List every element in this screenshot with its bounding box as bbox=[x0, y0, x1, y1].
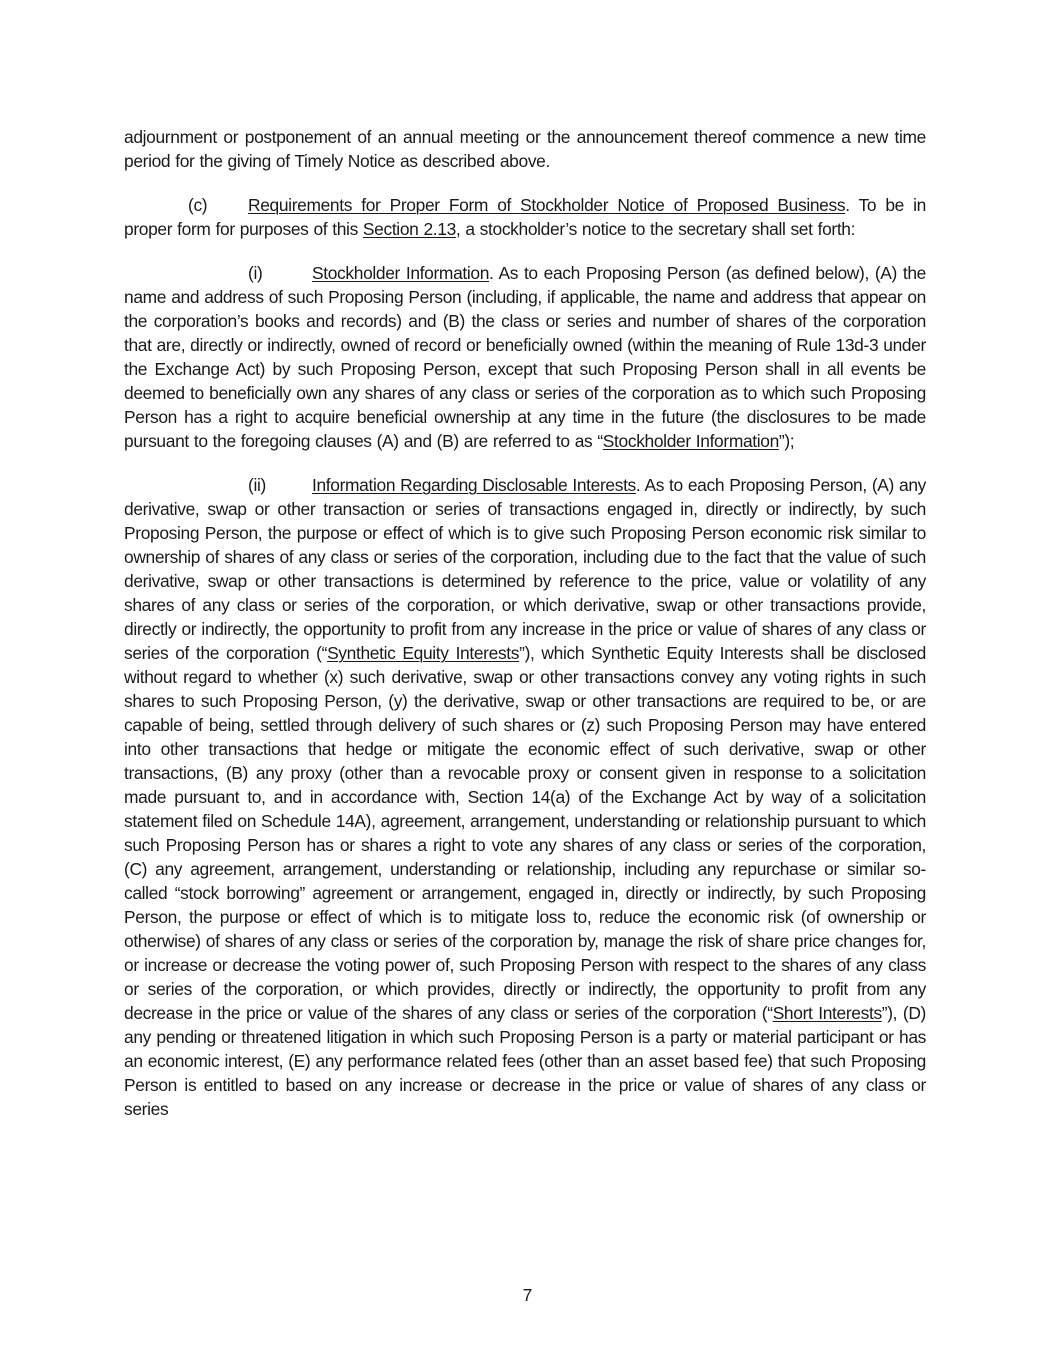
paragraph-c-heading: Requirements for Proper Form of Stockholder Notice of Proposed Business bbox=[248, 195, 846, 215]
defined-term-stockholder-information: Stockholder Information bbox=[602, 431, 779, 451]
paragraph-i bbox=[124, 261, 926, 453]
paragraph-ii-heading: Information Regarding Disclosable Interests bbox=[312, 475, 636, 495]
paragraph-c-text: . To be in proper form for purposes of this bbox=[124, 195, 926, 239]
paragraph-c-label: (c) bbox=[188, 195, 208, 215]
defined-term-short-interests: Short Interests bbox=[772, 1003, 882, 1023]
paragraph-ii bbox=[124, 473, 926, 1121]
paragraph-ii-text-1: . As to each Proposing Person, (A) any derivative, swap or other transaction or series of transactions engaged in, directly or indirectly, by such Proposing Person, the purpose or effect of which is to give such Proposing Person economic risk similar to ownership of shares of any class or series of the corporation, including due to the fact that the value of such derivative, swap or other transactions is determined by reference to the price, value or volatility of any shares of any class or series of the corporation, or which derivative, swap or other transactions provide, directly or indirectly, the opportunity to profit from any increase in the price or value of shares of any class or series of the corporation (“ bbox=[124, 475, 926, 663]
paragraph-i-text: . As to each Proposing Person (as defined below), (A) the name and address of such Proposing Person (including, if applicable, the name and address that appear on the corporation’s books and records) and (B) the class or series and number of shares of the corporation that are, directly or indirectly, owned of record or beneficially owned (within the meaning of Rule 13d-3 under the Exchange Act) by such Proposing Person, except that such Proposing Person shall in all events be deemed to beneficially own any shares of any class or series of the corporation as to which such Proposing Person has a right to acquire beneficial ownership at any time in the future (the disclosures to be made pursuant to the foregoing clauses (A) and (B) are referred to as “ bbox=[124, 263, 926, 451]
defined-term-synthetic-equity-interests: Synthetic Equity Interests bbox=[327, 643, 520, 663]
paragraph-c-text-end: , a stockholder’s notice to the secretary shall set forth: bbox=[455, 219, 856, 239]
paragraph-i-label: (i) bbox=[248, 263, 263, 283]
paragraph-text: adjournment or postponement of an annual meeting or the announcement thereof commence a new time period for the giving of Timely Notice as described above. bbox=[124, 127, 926, 171]
document-body bbox=[124, 125, 926, 1141]
paragraph-i-text-end: ”); bbox=[778, 431, 795, 451]
paragraph-ii-label: (ii) bbox=[248, 475, 266, 495]
paragraph-ii-text-2: ”), which Synthetic Equity Interests shall be disclosed without regard to whether (x) such derivative, swap or other transactions convey any voting rights in such shares to such Proposing Person, (y) the derivative, swap or other transactions are required to be, or are capable of being, settled through delivery of such shares or (z) such Proposing Person may have entered into other transactions that hedge or mitigate the economic effect of such derivative, swap or other transactions, (B) any proxy (other than a revocable proxy or consent given in response to a solicitation made pursuant to, and in accordance with, Section 14(a) of the Exchange Act by way of a solicitation statement filed on Schedule 14A), agreement, arrangement, understanding or relationship pursuant to which such Proposing Person has or shares a right to vote any shares of any class or series of the corporation, (C) any agreement, arrangement, understanding or relationship, including any repurchase or similar so-called “stock borrowing” agreement or arrangement, engaged in, directly or indirectly, by such Proposing Person, the purpose or effect of which is to mitigate loss to, reduce the economic risk (of ownership or otherwise) of shares of any class or series of the corporation by, manage the risk of share price changes for, or increase or decrease the voting power of, such Proposing Person with respect to the shares of any class or series of the corporation, or which provides, directly or indirectly, the opportunity to profit from any decrease in the price or value of the shares of any class or series of the corporation (“ bbox=[124, 643, 927, 1023]
paragraph-c bbox=[124, 193, 926, 241]
page-number: 7 bbox=[522, 1285, 533, 1305]
paragraph-continuation bbox=[124, 125, 926, 173]
section-reference: Section 2.13 bbox=[362, 219, 456, 239]
paragraph-ii-text-3: ”), (D) any pending or threatened litigation in which such Proposing Person is a party or material participant or has an economic interest, (E) any performance related fees (other than an asset based fee) that such Proposing Person is entitled to based on any increase or decrease in the price or value of shares of any class or series bbox=[124, 1003, 927, 1119]
paragraph-i-heading: Stockholder Information bbox=[312, 263, 490, 283]
